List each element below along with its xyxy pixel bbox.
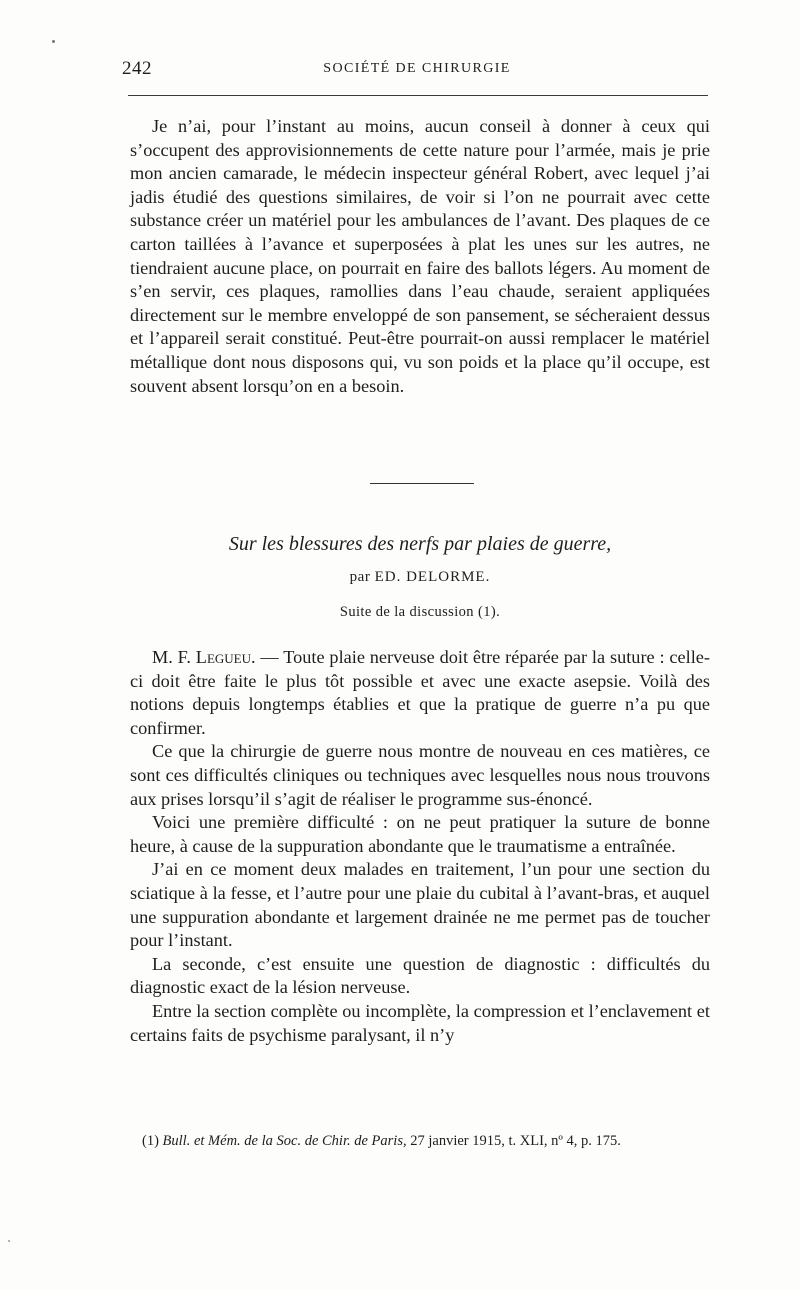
footnote-source: de la Soc. de Chir. de Paris, (244, 1133, 407, 1149)
paragraph: Entre la section complète ou incomplète, la compression et l’enclavement et certains faits de psychisme paralysant, il n’y (130, 1000, 710, 1045)
paragraph-text: — Toute plaie nerveuse doit être réparée par la suture : celle-ci doit être faite le plus tôt possible et avec une exacte asepsie. Voilà des notions depuis longtemps établies et que la pratique de guerre n’a pu que confirmer. (130, 647, 710, 738)
page-header (122, 58, 712, 84)
byline (130, 569, 710, 586)
discussion-subtitle: Suite de la discussion (1). (339, 604, 501, 620)
ink-speck (52, 40, 55, 43)
footnote-details: 27 janvier 1915, t. XLI, nº 4, p. 175. (410, 1133, 621, 1149)
running-head: SOCIÉTÉ DE CHIRURGIE (323, 61, 511, 76)
footnote-marker: (1) (142, 1133, 159, 1149)
author-name: ED. DELORME. (374, 569, 491, 585)
footnote-source: Bull. et Mém. (162, 1133, 241, 1149)
speaker-name: M. F. Legueu. (152, 647, 256, 667)
paragraph: Je n’ai, pour l’instant au moins, aucun conseil à donner à ceux qui s’occupent des approvisionnements de cette nature pour l’armée, mais je prie mon ancien camarade, le médecin inspecteur général Robert, avec lequel j’ai jadis étudié des questions similaires, de voir si l’on ne pourrait avec cette substance créer un matériel pour les ambulances de l’avant. Des plaques de ce carton taillées à l’avance et superposées à plat les unes sur les autres, ne tiendraient aucune place, on pourrait en faire des ballots légers. Au moment de s’en servir, ces plaques, ramollies dans l’eau chaude, seraient appliquées directement sur le membre enveloppé de son pansement, se sécheraient dessus et l’appareil serait constitué. Peut-être pourrait-on aussi remplacer le matériel métallique dont nous disposons qui, vu son poids et la place qu’il occupe, est souvent absent lorsqu’on en a besoin. (130, 116, 710, 396)
article-title: Sur les blessures des nerfs par plaies de guerre, (228, 533, 612, 555)
body-text-discussion (130, 646, 710, 1047)
footnote-text (130, 1131, 710, 1152)
header-rule (128, 95, 708, 96)
byline-prefix: par (349, 569, 371, 585)
page-number: 242 (122, 58, 152, 79)
paragraph (130, 646, 710, 740)
paragraph: Ce que la chirurgie de guerre nous montre de nouveau en ces matières, ce sont ces difficultés cliniques ou techniques avec lesquelles nous nous trouvons aux prises lorsqu’il s’agit de réaliser le programme sus-énoncé. (130, 741, 710, 809)
paragraph: La seconde, c’est ensuite une question de diagnostic : difficultés du diagnostic exact de la lésion nerveuse. (130, 953, 710, 998)
body-text-top (130, 115, 710, 398)
footnote (130, 1131, 710, 1152)
ink-speck (8, 1240, 10, 1242)
paragraph: Voici une première difficulté : on ne peut pratiquer la suture de bonne heure, à cause de la suppuration abondante que le traumatisme a entraînée. (130, 812, 710, 856)
section-separator (370, 483, 474, 484)
paragraph: J’ai en ce moment deux malades en traitement, l’un pour une section du sciatique à la fesse, et l’autre pour une plaie du cubital à l’avant-bras, et auquel une suppuration abondante et largement drainée ne me permet pas de toucher pour l’instant. (130, 859, 710, 951)
